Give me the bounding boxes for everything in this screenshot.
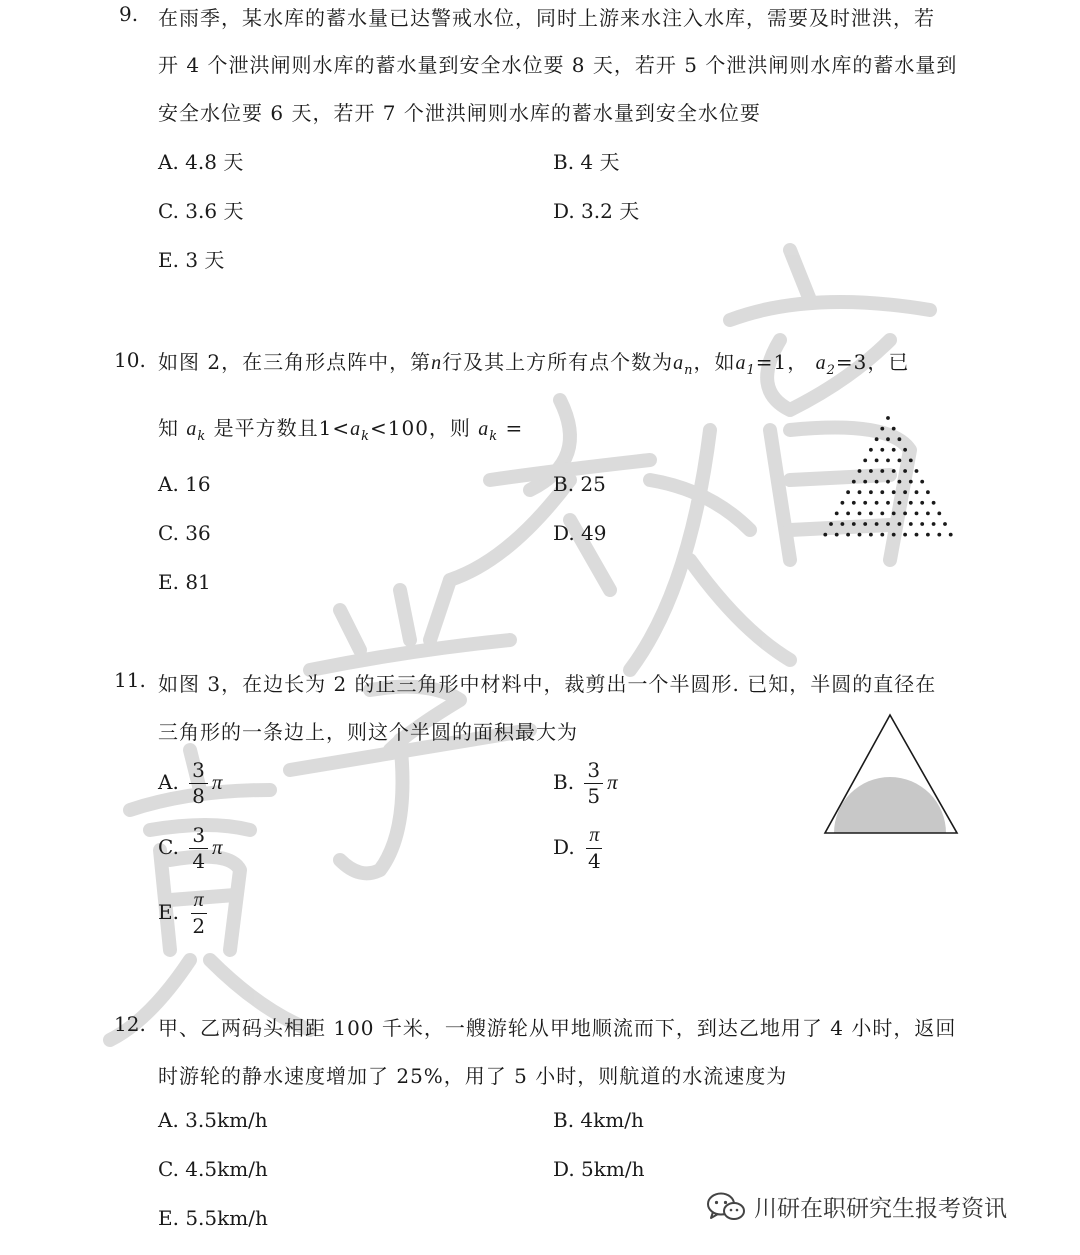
denominator: 4 [588,849,601,873]
equation-2: =3，已 [835,350,910,374]
lattice-dot [858,512,862,516]
lattice-dot [937,533,941,537]
lattice-dot [898,480,902,484]
lattice-dot [898,522,902,526]
lattice-dot [886,501,890,505]
sub-k: k [197,429,207,444]
lattice-dot [875,437,879,441]
fraction [189,760,208,807]
lattice-dot [915,512,919,516]
lattice-dot [903,490,907,494]
lattice-dot [932,501,936,505]
denominator: 5 [587,784,601,808]
question-12-option-b[interactable]: B. 4km/h [553,1108,644,1132]
question-10-text-2: 行及其上方所有点个数为 [442,350,674,374]
lattice-dot [949,533,953,537]
lattice-dot [875,522,879,526]
lattice-dot [846,512,850,516]
lattice-dot [869,469,873,473]
lattice-dot [869,490,873,494]
lattice-dot [852,480,856,484]
lattice-dot [858,490,862,494]
lattice-dot [863,480,867,484]
dot-triangle-figure [808,410,968,545]
question-10-text-1: 如图 2，在三角形点阵中，第 [158,350,432,374]
lattice-dot [886,437,890,441]
question-9-number: 9. [119,2,139,26]
lattice-dot [920,501,924,505]
lattice-dot [841,522,845,526]
var-n: n [431,352,443,374]
lattice-dot [835,512,839,516]
lattice-dot [886,522,890,526]
lattice-dot [875,501,879,505]
numerator: 3 [584,760,603,784]
lattice-dot [886,416,890,420]
lattice-dot [875,459,879,463]
question-9-option-e[interactable]: E. 3 天 [158,248,225,272]
question-10-line-1 [158,346,909,378]
footer-text: 川研在职研究生报考资讯 [754,1196,1007,1222]
sub-k: k [489,429,499,444]
numerator: 3 [189,825,208,849]
question-10-text-5: 是平方数且 [213,416,319,440]
question-11-option-e[interactable] [158,890,212,937]
lattice-dot [880,469,884,473]
question-10-option-a[interactable]: A. 16 [158,472,211,496]
lattice-dot [880,533,884,537]
lattice-dot [909,522,913,526]
lattice-dot [937,512,941,516]
lattice-dot [875,480,879,484]
question-9-option-b[interactable]: B. 4 天 [553,150,620,174]
question-11-line-2: 三角形的一条边上，则这个半圆的面积最大为 [158,720,578,744]
lattice-dot [886,480,890,484]
denominator: 8 [192,784,205,808]
lattice-dot [932,522,936,526]
question-9-line-3: 安全水位要 6 天，若开 7 个泄洪闸则水库的蓄水量到安全水位要 [158,101,761,125]
question-12-option-d[interactable]: D. 5km/h [553,1157,645,1181]
var-a: a [478,418,490,440]
denominator: 4 [192,849,206,873]
lattice-dot [903,512,907,516]
lattice-dot [920,522,924,526]
lattice-dot [903,533,907,537]
pi-symbol: π [212,835,223,859]
lattice-dot [920,480,924,484]
option-label: B. [553,770,575,794]
option-label: C. [158,835,179,859]
lattice-dot [841,501,845,505]
question-10-text-4: 知 [158,416,179,440]
question-12-option-a[interactable]: A. 3.5km/h [158,1108,268,1132]
lattice-dot [880,490,884,494]
lattice-dot [903,448,907,452]
lattice-dot [886,459,890,463]
question-12-line-2: 时游轮的静水速度增加了 25%，用了 5 小时，则航道的水流速度为 [158,1064,788,1088]
var-a: a [186,418,198,440]
var-a: a [350,418,362,440]
lattice-dot [863,459,867,463]
denominator: 2 [192,914,206,938]
lattice-dot [943,522,947,526]
question-10-option-e[interactable]: E. 81 [158,570,211,594]
lattice-dot [915,490,919,494]
lattice-dot [863,501,867,505]
sub-1: 1 [746,363,756,378]
inequality-right: <100 [369,416,429,440]
question-10-number: 10. [114,348,146,372]
wechat-icon [706,1191,746,1223]
question-9-option-c[interactable]: C. 3.6 天 [158,199,244,223]
sub-n: n [684,363,694,378]
lattice-dot [869,533,873,537]
lattice-dot [909,459,913,463]
lattice-dot [926,533,930,537]
question-10-option-b[interactable]: B. 25 [553,472,606,496]
pi-symbol: π [607,770,618,794]
sub-2: 2 [826,363,836,378]
question-10-line-2 [158,412,523,444]
lattice-dot [869,448,873,452]
lattice-dot [852,522,856,526]
lattice-dot [880,512,884,516]
lattice-dot [909,480,913,484]
question-9-option-a[interactable]: A. 4.8 天 [158,150,244,174]
question-12-option-c[interactable]: C. 4.5km/h [158,1157,268,1181]
lattice-dot [915,533,919,537]
lattice-dot [852,501,856,505]
question-11-option-b[interactable] [553,760,618,807]
question-9-line-2: 开 4 个泄洪闸则水库的蓄水量到安全水位要 8 天，若开 5 个泄洪闸则水库的蓄水量到 [158,53,958,77]
lattice-dot [892,533,896,537]
lattice-dot [880,448,884,452]
lattice-dot [892,512,896,516]
question-9-line-1: 在雨季，某水库的蓄水量已达警戒水位，同时上游来水注入水库，需要及时泄洪，若 [158,6,935,30]
option-label: E. [158,900,179,924]
fraction [189,825,208,872]
lattice-dot [880,427,884,431]
lattice-dot [926,490,930,494]
lattice-dot [863,522,867,526]
lattice-dot [892,448,896,452]
lattice-dot [846,533,850,537]
question-10-text-3: ，如 [693,350,736,374]
numerator: π [191,890,207,914]
numerator: π [586,825,602,849]
lattice-dot [829,522,833,526]
question-11-line-1: 如图 3，在边长为 2 的正三角形中材料中，裁剪出一个半圆形. 已知，半圆的直径在 [158,672,937,696]
fraction [189,890,208,937]
var-a: a [815,352,827,374]
equation-1: =1， [755,350,809,374]
numerator: 3 [189,760,208,784]
question-12-line-1: 甲、乙两码头相距 100 千米，一艘游轮从甲地顺流而下，到达乙地用了 4 小时，返回 [158,1016,957,1040]
semicircle-in-triangle-figure [820,712,962,838]
pi-symbol: π [211,770,223,794]
lattice-dot [892,490,896,494]
lattice-dot [909,501,913,505]
question-9-option-d[interactable]: D. 3.2 天 [553,199,640,223]
lattice-dot [823,533,827,537]
question-10-option-d[interactable]: D. 49 [553,521,607,545]
fraction [585,825,604,872]
question-12-number: 12. [114,1012,146,1036]
lattice-dot [835,533,839,537]
inequality-left: 1< [318,416,351,440]
lattice-dot [858,533,862,537]
var-a: a [735,352,747,374]
lattice-dot [898,459,902,463]
lattice-dot [858,469,862,473]
question-10-option-c[interactable]: C. 36 [158,521,211,545]
lattice-dot [892,427,896,431]
lattice-dot [892,469,896,473]
sub-k: k [361,429,370,444]
fraction [584,760,603,807]
question-11-option-d[interactable] [553,825,608,872]
option-label: D. [553,835,575,859]
lattice-dot [898,501,902,505]
option-label: A. [158,770,179,794]
lattice-dot [926,512,930,516]
question-11-option-c[interactable] [158,825,223,872]
question-11-option-a[interactable] [158,760,222,807]
lattice-dot [898,437,902,441]
question-12-option-e[interactable]: E. 5.5km/h [158,1206,268,1230]
var-a: a [673,352,685,374]
question-10-text-6: ，则 [428,416,471,440]
question-11-number: 11. [114,668,146,692]
lattice-dot [915,469,919,473]
lattice-dot [903,469,907,473]
equals-sign: = [505,416,524,440]
footer-source[interactable] [706,1190,1007,1223]
lattice-dot [869,512,873,516]
lattice-dot [846,490,850,494]
